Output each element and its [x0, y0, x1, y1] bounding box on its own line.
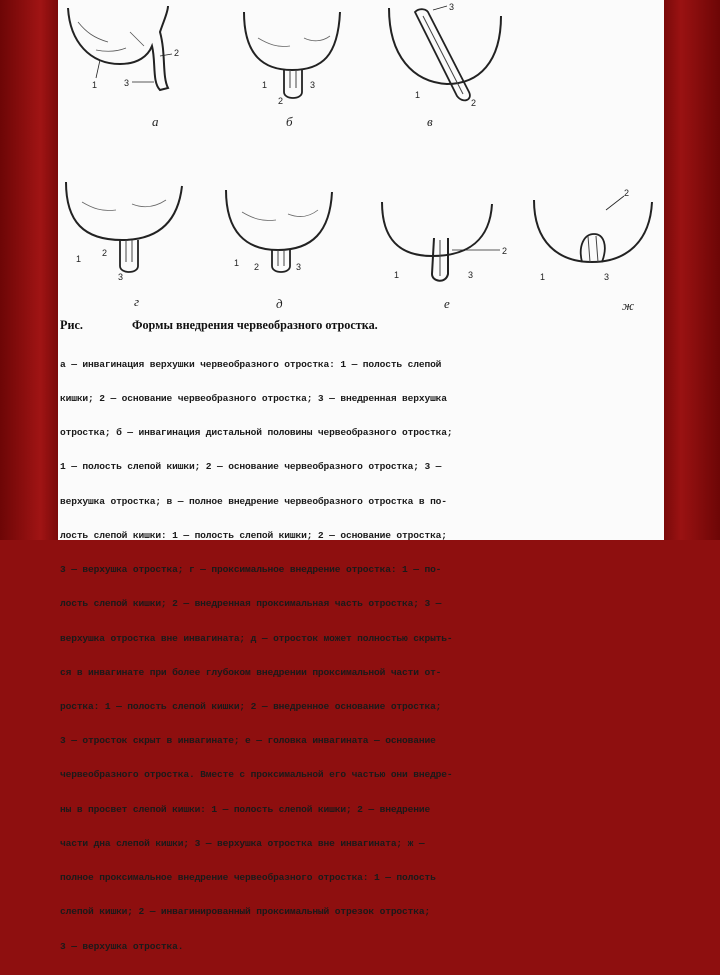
figure-a-drawing: [60, 2, 190, 112]
figure-f-number-3: 3: [468, 270, 474, 280]
figure-b: [238, 8, 348, 129]
figure-a-number-1: 1: [92, 80, 98, 90]
figure-f-drawing: [376, 196, 512, 296]
figure-g-number-1: 1: [540, 272, 546, 282]
figure-e: [220, 186, 340, 311]
figure-a-number-3: 3: [124, 78, 130, 88]
left-frame-border: [0, 0, 58, 540]
figure-g-number-2: 2: [624, 188, 630, 198]
legend-line: верхушка отростка; в — полное внедрение червеобразного отростка в по-: [60, 495, 447, 507]
legend-line: кишки; 2 — основание червеобразного отростка; 3 — внедренная верхушка: [60, 393, 447, 405]
legend-line: 3 — верхушка отростка; г — проксимальное внедрение отростка: 1 — по-: [60, 564, 442, 576]
figure-c-number-3: 3: [449, 2, 455, 12]
figure-f: [376, 196, 512, 311]
figure-a: [60, 2, 190, 129]
figure-e-number-2: 2: [254, 262, 260, 272]
figure-b-drawing: [238, 8, 348, 108]
figure-caption: [60, 318, 660, 333]
legend-line: полное проксимальное внедрение червеобразного отростка: 1 — полость: [60, 872, 436, 884]
figure-b-letter: б: [286, 114, 293, 129]
legend-line: ростка: 1 — полость слепой кишки; 2 — внедренное основание отростка;: [60, 701, 442, 712]
legend-line: 3 — отросток скрыт в инвагинате; е — головка инвагината — основание: [60, 735, 436, 747]
figure-a-letter: а: [152, 114, 159, 129]
figure-d-number-3: 3: [118, 272, 124, 282]
legend-line: слепой кишки; 2 — инвагинированный проксимальный отрезок отростка;: [60, 906, 431, 918]
legend-line: ся в инвагинате при более глубоком внедрении проксимальной части от-: [60, 666, 442, 678]
figure-d-number-2: 2: [102, 248, 108, 258]
figure-d: [62, 178, 192, 309]
figure-g: [528, 186, 662, 313]
legend-line: 1 — полость слепой кишки; 2 — основание червеобразного отростка; 3 —: [60, 461, 442, 473]
figure-c-letter: в: [427, 114, 433, 129]
figure-f-number-2: 2: [502, 246, 508, 256]
figure-b-number-1: 1: [262, 80, 268, 90]
figure-e-drawing: [220, 186, 340, 296]
figure-legend: [60, 336, 660, 975]
figure-c-number-2: 2: [471, 98, 477, 108]
legend-line: лость слепой кишки; 2 — внедренная проксимальная часть отростка; 3 —: [60, 598, 442, 610]
legend-line: лость слепой кишки: 1 — полость слепой кишки; 2 — основание отростка;: [60, 529, 447, 541]
figure-g-letter: ж: [622, 298, 635, 313]
figure-e-number-3: 3: [296, 262, 302, 272]
caption-title: Формы внедрения червеобразного отростка.: [132, 318, 378, 332]
legend-line: отростка; б — инвагинация дистальной половины червеобразного отростка;: [60, 427, 453, 439]
figure-a-number-2: 2: [174, 48, 180, 58]
figure-d-letter: г: [134, 294, 140, 309]
figure-f-letter: е: [444, 296, 450, 311]
legend-line: а — инвагинация верхушки червеобразного отростка: 1 — полость слепой: [60, 358, 442, 370]
legend-line: 3 — верхушка отростка.: [60, 940, 184, 952]
legend-line: ны в просвет слепой кишки: 1 — полость слепой кишки; 2 — внедрение: [60, 803, 431, 815]
legend-line: части дна слепой кишки; 3 — верхушка отростка вне инвагината; ж —: [60, 837, 425, 849]
figure-d-number-1: 1: [76, 254, 82, 264]
document-page: [58, 0, 664, 952]
figure-e-letter: д: [276, 296, 283, 311]
caption-label: Рис.: [60, 318, 83, 332]
legend-line: червеобразного отростка. Вместе с проксимальной его частью они внедре-: [60, 769, 453, 781]
figure-e-number-1: 1: [234, 258, 240, 268]
right-frame-border: [664, 0, 720, 540]
figure-f-number-1: 1: [394, 270, 400, 280]
figure-g-number-3: 3: [604, 272, 610, 282]
figure-panel: [58, 0, 664, 312]
figure-c-number-1: 1: [415, 90, 421, 100]
figure-b-number-3: 3: [310, 80, 316, 90]
figure-c-drawing: [383, 2, 513, 112]
legend-line: верхушка отростка вне инвагината; д — отросток может полностью скрыть-: [60, 632, 453, 644]
figure-c: [383, 2, 513, 129]
figure-d-drawing: [62, 178, 192, 296]
figure-b-number-2: 2: [278, 96, 284, 106]
figure-g-drawing: [528, 186, 662, 296]
